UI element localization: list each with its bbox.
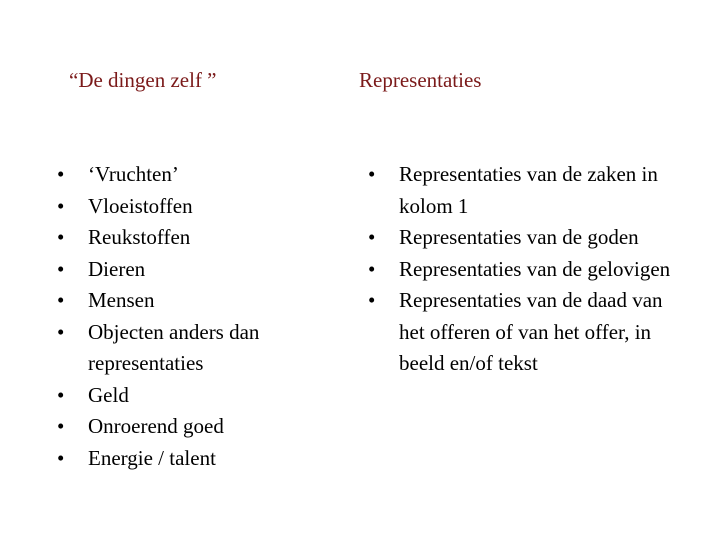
left-column-title: “De dingen zelf ” (69, 68, 217, 92)
list-item: • Vloeistoffen (57, 191, 327, 223)
list-item: • ‘Vruchten’ (57, 159, 327, 191)
list-item: • Representaties van de zaken in kolom 1 (368, 159, 678, 222)
list-item: • Reukstoffen (57, 222, 327, 254)
list-item: • Energie / talent (57, 443, 327, 475)
list-item: • Dieren (57, 254, 327, 286)
list-item: • Representaties van de goden (368, 222, 678, 254)
list-item: • Onroerend goed (57, 411, 327, 443)
list-item: • Objecten anders dan representaties (57, 317, 327, 380)
list-item: • Representaties van de gelovigen (368, 254, 678, 286)
right-bullet-list (368, 159, 678, 380)
list-item: • Mensen (57, 285, 327, 317)
list-item: • Representaties van de daad van het offeren of van het offer, in beeld en/of tekst (368, 285, 678, 380)
left-bullet-list (57, 159, 327, 474)
list-item: • Geld (57, 380, 327, 412)
right-column-title: Representaties (359, 68, 482, 92)
